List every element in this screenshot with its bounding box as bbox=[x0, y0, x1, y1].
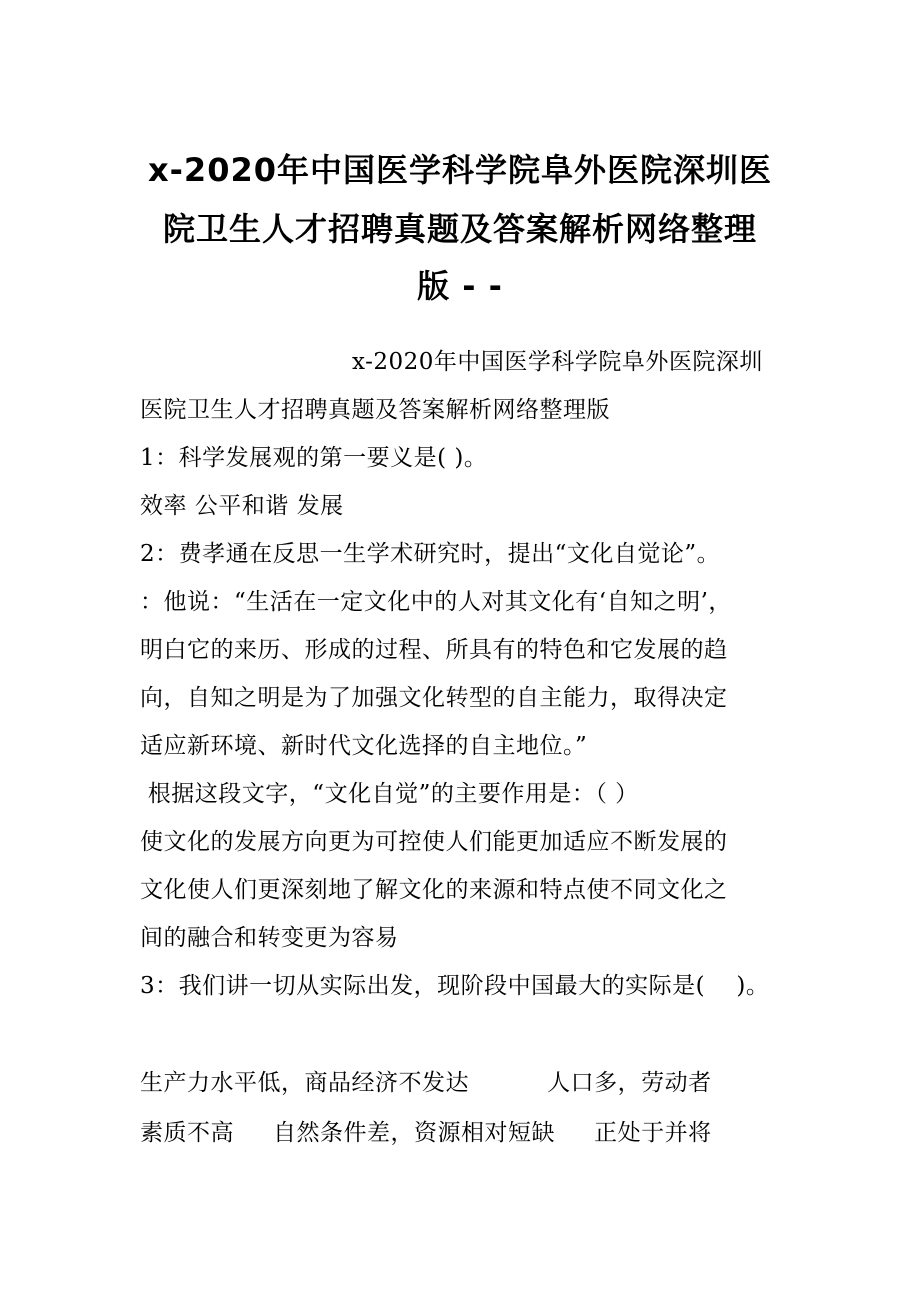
question-2-passage-line-3: 向，自知之明是为了加强文化转型的自主能力，取得决定 bbox=[140, 685, 728, 711]
question-2-option-line-2: 文化使人们更深刻地了解文化的来源和特点使不同文化之 bbox=[140, 877, 728, 903]
question-2-passage-line-2: 明白它的来历、形成的过程、所具有的特色和它发展的趋 bbox=[140, 637, 728, 663]
question-1-stem: 1：科学发展观的第一要义是( )。 bbox=[140, 445, 488, 471]
question-2-option-line-1: 使文化的发展方向更为可控使人们能更加适应不断发展的 bbox=[140, 829, 728, 855]
question-3-stem: 3：我们讲一切从实际出发，现阶段中国最大的实际是( )。 bbox=[140, 973, 770, 999]
question-1-options: 效率 公平和谐 发展 bbox=[140, 493, 344, 519]
subtitle-line-1: x-2020年中国医学科学院阜外医院深圳 bbox=[352, 349, 763, 375]
question-2-option-line-3: 间的融合和转变更为容易 bbox=[140, 925, 399, 951]
question-2-question: 根据这段文字，“文化自觉”的主要作用是：（ ） bbox=[140, 781, 639, 807]
document-title-line-1: x-2020年中国医学科学院阜外医院深圳医 bbox=[148, 151, 772, 189]
question-2-stem: 2：费孝通在反思一生学术研究时，提出“文化自觉论”。 bbox=[140, 541, 721, 567]
question-3-option-line-1: 生产力水平低，商品经济不发达 人口多，劳动者 bbox=[140, 1070, 712, 1096]
question-2-passage-line-4: 适应新环境、新时代文化选择的自主地位。” bbox=[140, 733, 588, 759]
document-title-line-3: 版 - - bbox=[417, 267, 503, 305]
document-title-line-2: 院卫生人才招聘真题及答案解析网络整理 bbox=[162, 210, 757, 248]
subtitle-line-2: 医院卫生人才招聘真题及答案解析网络整理版 bbox=[140, 397, 610, 423]
question-3-option-line-2: 素质不高 自然条件差，资源相对短缺 正处于并将 bbox=[140, 1120, 712, 1146]
question-2-passage-line-1: ：他说：“生活在一定文化中的人对其文化有‘自知之明’， bbox=[140, 589, 732, 615]
